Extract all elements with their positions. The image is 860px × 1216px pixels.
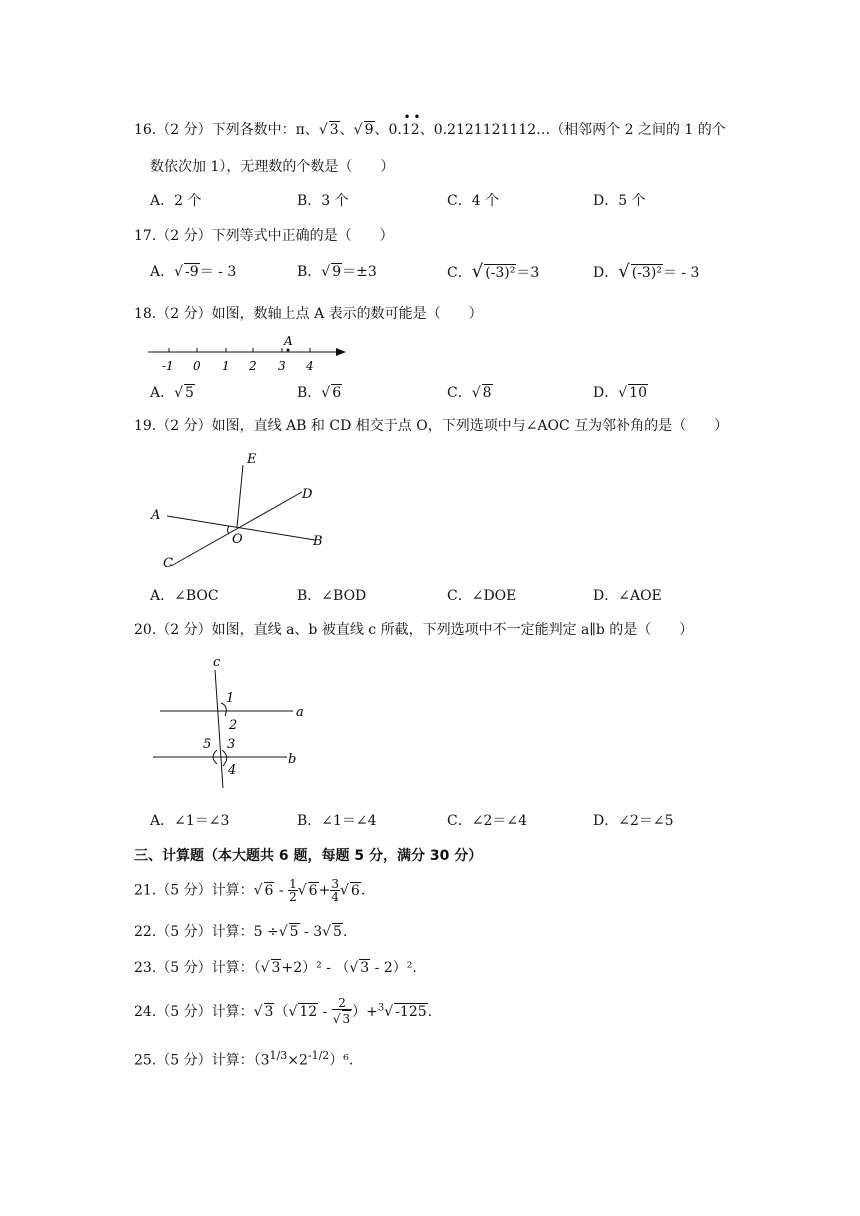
q19-option-c: C．∠DOE — [447, 588, 517, 604]
repeating-decimal: 12 — [401, 122, 420, 138]
q17-option-d: D．√ (-3)²＝ - 3 — [593, 261, 700, 282]
label-3: 3 — [227, 737, 236, 752]
q16-option-b: B．3 个 — [297, 193, 349, 209]
q20-option-b: B．∠1＝∠4 — [297, 813, 377, 829]
q22: 22.（5 分）计算：5 ÷√ 5 - 3√ 5. — [134, 924, 348, 940]
parallel-lines-figure — [145, 650, 315, 800]
q19-option-d: D．∠AOE — [593, 588, 662, 604]
q24: 24.（5 分）计算：√ 3（√ 12 - $\frac{2}{√ 3}$ ）+$^3$√ -125. — [134, 996, 433, 1026]
label-o: O — [232, 532, 243, 547]
line-c — [215, 670, 223, 788]
q16-option-c: C．4 个 — [447, 193, 500, 209]
label-1: 1 — [226, 691, 235, 706]
label-a: a — [296, 705, 304, 720]
ray-oe — [237, 465, 243, 527]
tick-label: -1 — [162, 359, 174, 373]
point-a-dot — [287, 349, 290, 352]
label-e: E — [247, 452, 257, 467]
q16-option-a: A．2 个 — [150, 193, 202, 209]
q18-stem: 18.（2 分）如图，数轴上点 A 表示的数可能是（ ） — [134, 306, 483, 322]
q16-option-d: D．5 个 — [593, 193, 646, 209]
section-title: 三、计算题（本大题共 6 题，每题 5 分，满分 30 分） — [134, 848, 483, 864]
tick-label: 1 — [222, 359, 230, 373]
tick-label: 0 — [193, 359, 201, 373]
label-5: 5 — [203, 737, 212, 752]
label-d: D — [302, 487, 313, 502]
q25: 25.（5 分）计算：$(3^{1/3}\times 2^{-1/2})^6$. — [134, 1049, 354, 1069]
q17-option-b: B．√ 9＝±3 — [297, 264, 377, 280]
q16-line2: 数依次加 1），无理数的个数是（ ） — [150, 159, 395, 175]
tick-label: 4 — [306, 359, 314, 373]
q18-option-a: A．√ 5 — [150, 385, 194, 401]
q17-option-c: C．√ (-3)²＝3 — [447, 261, 540, 282]
label-a: A — [151, 508, 161, 523]
q23: 23.（5 分）计算：（√ 3+2）² - （√ 3 - 2）². — [134, 960, 417, 976]
q20-option-d: D．∠2＝∠5 — [593, 813, 674, 829]
q20-option-c: C．∠2＝∠4 — [447, 813, 527, 829]
q20-stem: 20.（2 分）如图，直线 a、b 被直线 c 所截，下列选项中不一定能判定 a∥b 的是（ ） — [134, 622, 694, 638]
angle-arc-aoc — [228, 526, 230, 534]
label-b: b — [288, 752, 297, 767]
q18-option-b: B．√ 6 — [297, 385, 342, 401]
line-cd — [171, 492, 302, 566]
tick-label: 3 — [278, 359, 286, 373]
q20-option-a: A．∠1＝∠3 — [150, 813, 230, 829]
point-a-label: A — [284, 334, 293, 348]
q18-option-c: C．√ 8 — [447, 385, 492, 401]
q16-line1: 16.（2 分）下列各数中：π、√ 3、√ 9、0. • • 12、0.2121121112…（相邻两个 2 之间的 1 的个 — [134, 112, 726, 138]
q17-stem: 17.（2 分）下列等式中正确的是（ ） — [134, 228, 394, 244]
label-2: 2 — [229, 718, 238, 733]
q21: 21.（5 分）计算：√ 6 - $\frac{1}{2}$ √ 6+ $\frac{3}{4}$ √ 6. — [134, 877, 366, 904]
number-line-figure — [140, 330, 360, 376]
tick-label: 2 — [249, 359, 257, 373]
label-4: 4 — [228, 763, 237, 778]
q18-option-d: D．√ 10 — [593, 385, 647, 401]
q17-option-a: A．√ -9＝ - 3 — [150, 264, 237, 280]
q19-stem: 19.（2 分）如图，直线 AB 和 CD 相交于点 O，下列选项中与∠AOC 互为邻补角的是（ ） — [134, 418, 729, 434]
q19-option-b: B．∠BOD — [297, 588, 367, 604]
label-c: C — [163, 556, 173, 571]
intersecting-lines-figure — [145, 445, 345, 575]
label-b: B — [313, 534, 323, 549]
q19-option-a: A．∠BOC — [150, 588, 219, 604]
label-c: c — [213, 655, 221, 670]
